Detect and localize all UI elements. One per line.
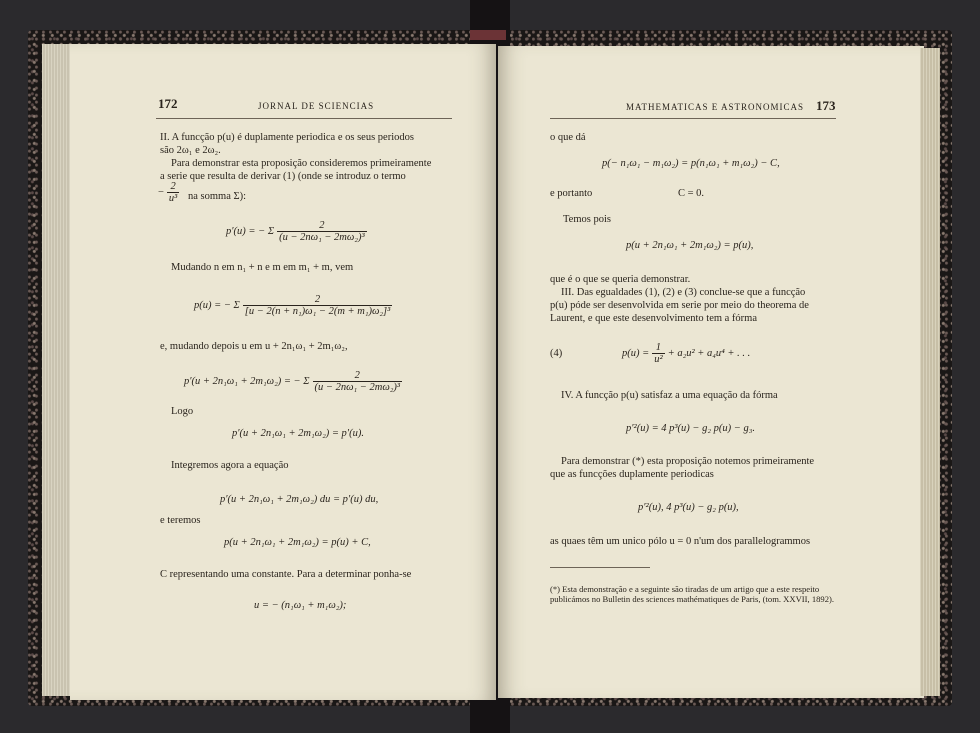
text-line: IV. A funcção p(u) satisfaz a uma equação da fórma <box>561 390 778 401</box>
denominator: u² <box>654 354 663 365</box>
text-line: Laurent, e que este desenvolvimento tem a fórma <box>550 313 758 324</box>
text-line: que é o que se queria demonstrar. <box>550 274 691 285</box>
formula-lhs: p′(u) = − Σ <box>226 225 275 237</box>
denominator: [u − 2(n + n₁)ω₁ − 2(m + m₁)ω₂]³ <box>244 306 391 317</box>
numerator: 1 <box>652 342 664 354</box>
text-line: Logo <box>171 406 194 417</box>
text-line: III. Das egualdades (1), (2) e (3) conclue-se que a funcção <box>561 287 806 298</box>
text-line: o que dá <box>550 132 586 143</box>
formula <box>184 370 405 393</box>
text-line: C representando uma constante. Para a determinar ponha-se <box>160 569 412 580</box>
formula: p(u + 2n₁ω₁ + 2m₁ω₂) = p(u), <box>626 240 754 251</box>
text-line: as quaes têm um unico pólo u = 0 n'um dos parallelogrammos <box>550 536 811 547</box>
minus-sign: − <box>158 186 164 198</box>
formula: p′²(u), 4 p³(u) − g₂ p(u), <box>638 502 739 513</box>
running-header: JORNAL DE SCIENCIAS <box>258 101 375 111</box>
text-line: Mudando n em n₁ + n e m em m₁ + m, vem <box>171 262 354 273</box>
formula: p′²(u) = 4 p³(u) − g₂ p(u) − g₃. <box>626 423 756 434</box>
text-line: p(u) póde ser desenvolvida em serie por meio do theorema de <box>550 300 809 311</box>
page-edges-right <box>920 48 940 696</box>
page-number: 172 <box>158 96 178 111</box>
running-header: MATHEMATICAS E ASTRONOMICAS <box>626 102 805 112</box>
denominator: (u − 2nω₁ − 2mω₂)³ <box>279 232 365 243</box>
text-line: e teremos <box>160 515 201 526</box>
text-line: e portanto <box>550 188 593 199</box>
text-line: Para demonstrar esta proposição consideremos primeiramente <box>171 158 432 169</box>
right-page <box>498 46 924 698</box>
formula <box>194 294 395 317</box>
text-line: na somma Σ): <box>188 191 247 202</box>
formula: p′(u + 2n₁ω₁ + 2m₁ω₂) = p′(u). <box>232 428 364 439</box>
text-line: Integremos agora a equação <box>171 460 289 471</box>
numerator: 2 <box>277 220 367 232</box>
left-page <box>70 44 496 700</box>
numerator: 2 <box>167 181 179 193</box>
formula-term <box>158 181 182 204</box>
text-line: Para demonstrar (*) esta proposição notemos primeiramente <box>561 456 815 467</box>
spine-band <box>470 30 506 40</box>
denominator: (u − 2nω₁ − 2mω₂)³ <box>314 382 401 393</box>
text-line: que as funcções duplamente periodicas <box>550 469 714 480</box>
formula <box>226 220 370 243</box>
footnote-rule <box>550 567 650 568</box>
text-line: e, mudando depois u em u + 2n₁ω₁ + 2m₁ω₂, <box>160 341 348 352</box>
formula-lhs: p(u) = − Σ <box>194 299 240 311</box>
page-number: 173 <box>816 98 836 113</box>
footnote: (*) Esta demonstração e a seguinte são tiradas de um artigo que a este respeito publicámos no Bulletin des sciences mathématiques de Paris, (tom. XXVII, 1892). <box>550 584 835 604</box>
text-line: II. A funcção p(u) é duplamente periodica e os seus periodos <box>160 132 414 143</box>
text-line: Temos pois <box>563 214 611 225</box>
formula: p′(u + 2n₁ω₁ + 2m₁ω₂) du = p′(u) du, <box>220 494 379 505</box>
formula: C = 0. <box>678 188 705 199</box>
numerator: 2 <box>243 294 393 306</box>
text-line: são 2ω₁ e 2ω₂. <box>160 145 221 156</box>
formula: p(u + 2n₁ω₁ + 2m₁ω₂) = p(u) + C, <box>224 537 371 548</box>
formula-lhs: p(u) = <box>622 347 650 359</box>
formula: u = − (n₁ω₁ + m₁ω₂); <box>254 600 347 611</box>
equation-number: (4) <box>550 348 563 359</box>
text-line: a serie que resulta de derivar (1) (onde se introduz o termo <box>160 171 406 182</box>
header-rule <box>156 118 452 119</box>
formula <box>622 342 750 365</box>
formula-lhs: p′(u + 2n₁ω₁ + 2m₁ω₂) = − Σ <box>184 375 310 387</box>
formula-rhs: + a₂u² + a₄u⁴ + . . . <box>667 347 751 359</box>
denominator: u³ <box>168 193 178 204</box>
page-edges-left <box>42 44 72 696</box>
header-rule <box>550 118 836 119</box>
numerator: 2 <box>313 370 403 382</box>
formula: p(− n₁ω₁ − m₁ω₂) = p(n₁ω₁ + m₁ω₂) − C, <box>602 158 780 169</box>
